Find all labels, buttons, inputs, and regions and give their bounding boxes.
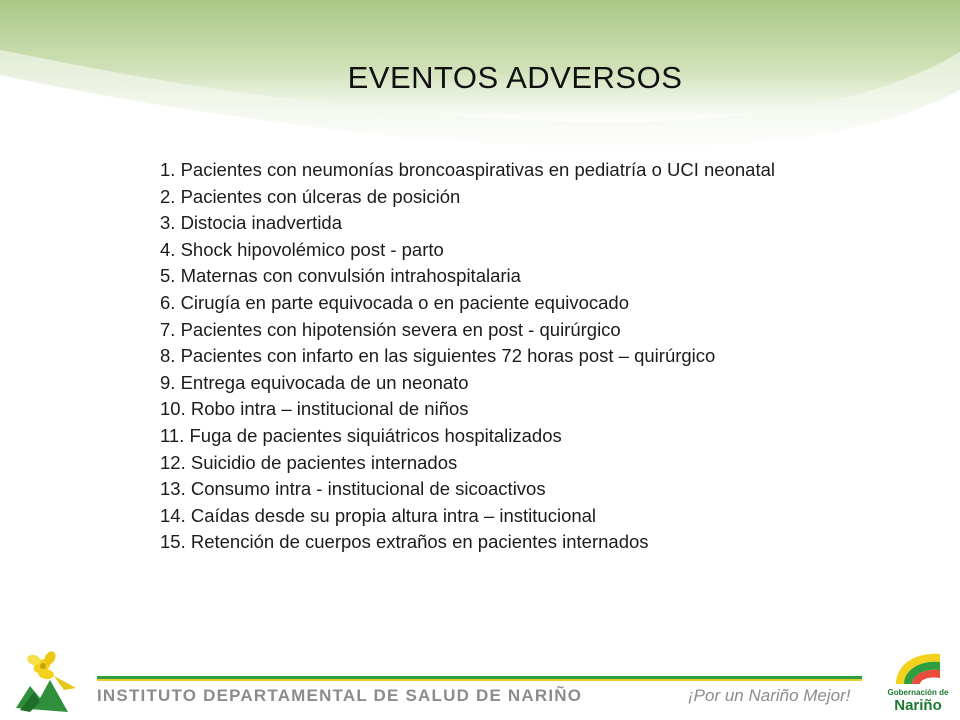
list-item: 10. Robo intra – institucional de niños [160, 398, 469, 420]
list-item: 7. Pacientes con hipotensión severa en post - quirúrgico [160, 318, 621, 340]
list-item: 13. Consumo intra - institucional de sicoactivos [160, 478, 546, 500]
list-item: 3. Distocia inadvertida [160, 212, 343, 234]
brand-name: Nariño [894, 697, 942, 714]
list-item: 14. Caídas desde su propia altura intra – institucional [160, 504, 597, 526]
list-item: 6. Cirugía en parte equivocada o en paciente equivocado [160, 291, 630, 313]
brand-top-label: Gobernación de [887, 688, 949, 697]
flower-bird-logo-icon [10, 646, 88, 716]
list-item: 5. Maternas con convulsión intrahospitalaria [160, 265, 521, 287]
slogan: ¡Por un Nariño Mejor! [688, 686, 851, 705]
adverse-events-list [160, 157, 840, 556]
list-item: 4. Shock hipovolémico post - parto [160, 238, 444, 260]
slide-title [0, 60, 960, 96]
institution-name: INSTITUTO DEPARTAMENTAL DE SALUD DE NARIÑO [97, 686, 583, 705]
list-item: 1. Pacientes con neumonías broncoaspirativas en pediatría o UCI neonatal [160, 159, 775, 180]
list-item: 12. Suicidio de pacientes internados [160, 451, 458, 473]
list-item: 15. Retención de cuerpos extraños en pacientes internados [160, 531, 649, 553]
footer-divider-yellow [97, 679, 862, 681]
list-item: 8. Pacientes con infarto en las siguientes 72 horas post – quirúrgico [160, 345, 716, 367]
list-item: 11. Fuga de pacientes siquiátricos hospitalizados [160, 424, 562, 446]
slide-title-text: EVENTOS ADVERSOS [347, 60, 683, 95]
list-item: 9. Entrega equivocada de un neonato [160, 371, 469, 393]
list-item: 2. Pacientes con úlceras de posición [160, 185, 461, 207]
